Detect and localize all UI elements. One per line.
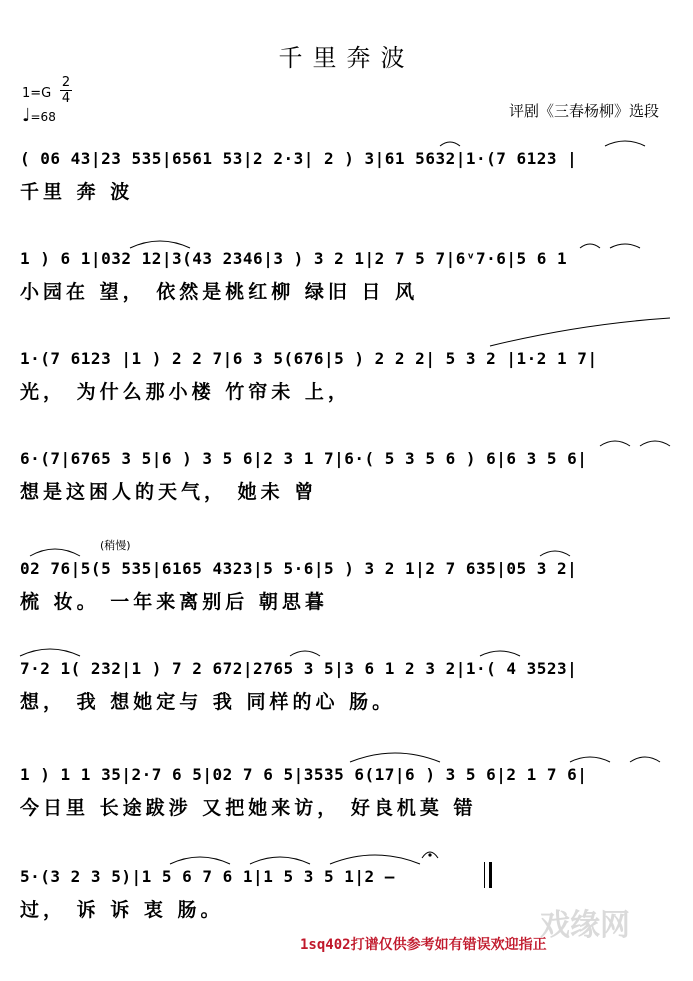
lyric-line: 千里 奔 波 xyxy=(20,181,134,203)
notation-line: 1 ) 6 1|032 12|3(43 2346|3 ) 3 2 1|2 7 5 7|6ᵛ7·6|5 6 1 xyxy=(20,249,568,268)
lyric-line: 想， 我 想她定与 我 同样的心 肠。 xyxy=(20,691,396,713)
tempo-remark: (稍慢) xyxy=(100,539,131,552)
final-barline xyxy=(484,862,492,888)
key-signature: 1=G xyxy=(22,86,52,101)
lyric-line: 光， 为什么那小楼 竹帘未 上， xyxy=(20,381,351,403)
time-signature xyxy=(60,76,72,105)
notation-line: ( 06 43|23 535|6561 53|2 2·3| 2 ) 3|61 5632|1·(7 6123 | xyxy=(20,149,578,168)
notation-line: 6·(7|6765 3 5|6 ) 3 5 6|2 3 1 7|6·( 5 3 5 6 ) 6|6 3 5 6| xyxy=(20,449,588,468)
notation-line: 02 76|5(5 535|6165 4323|5 5·6|5 ) 3 2 1|2 7 635|05 3 2| xyxy=(20,559,578,578)
lyric-line: 过， 诉 诉 衷 肠。 xyxy=(20,899,224,921)
site-logo-text: 戏缘网 xyxy=(540,908,630,943)
notation-line: 1 ) 1 1 35|2·7 6 5|02 7 6 5|3535 6(17|6 ) 3 5 6|2 1 7 6| xyxy=(20,765,588,784)
notation-line: 1·(7 6123 |1 ) 2 2 7|6 3 5(676|5 ) 2 2 2| 5 3 2 |1·2 1 7| xyxy=(20,349,598,368)
lyric-line: 小园在 望， 依然是桃红柳 绿旧 日 风 xyxy=(20,281,419,303)
lyric-line: 想是这困人的天气， 她未 曾 xyxy=(20,481,318,503)
tempo-value: =68 xyxy=(30,110,56,124)
quarter-note-icon: ♩ xyxy=(22,105,31,126)
transcriber-note: 1sq402打谱仅供参考如有错误欢迎指正 xyxy=(300,937,547,953)
source-caption: 评剧《三春杨柳》选段 xyxy=(508,102,659,120)
notation-line: 5·(3 2 3 5)|1 5 6 7 6 1|1 5 3 5 1|2 – xyxy=(20,867,395,886)
lyric-line: 今日里 长途跋涉 又把她来访， 好良机莫 错 xyxy=(20,797,477,819)
time-signature-top: 2 xyxy=(61,75,71,90)
notation-line: 7·2 1( 232|1 ) 7 2 672|2765 3 5|3 6 1 2 3 2|1·( 4 3523| xyxy=(20,659,578,678)
tempo-marking xyxy=(22,105,56,126)
song-title: 千里奔波 xyxy=(278,44,415,72)
time-signature-bottom: 4 xyxy=(61,91,71,106)
lyric-line: 梳 妆。 一年来离别后 朝思暮 xyxy=(20,591,328,613)
